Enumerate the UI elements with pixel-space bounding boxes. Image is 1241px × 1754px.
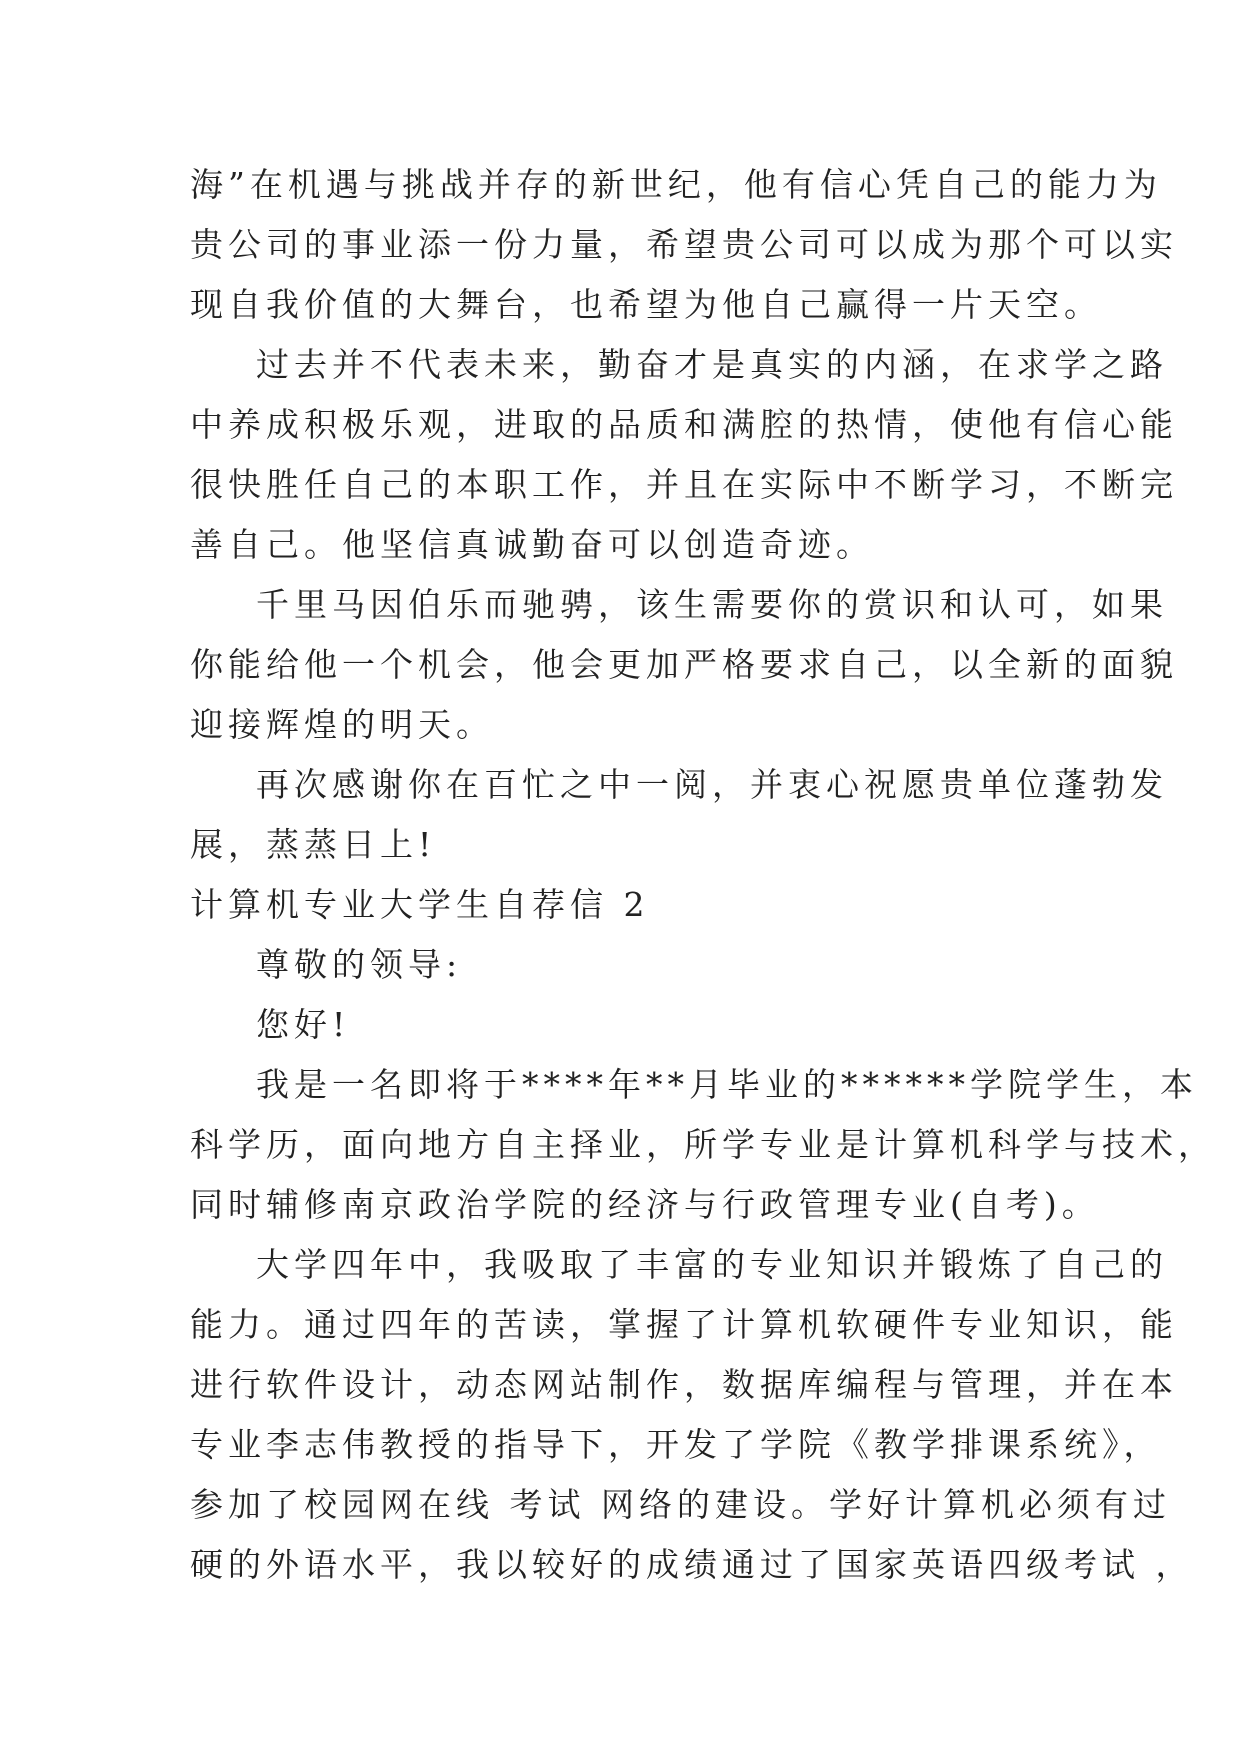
paragraph-line: 进行软件设计，动态网站制作，数据库编程与管理，并在本 bbox=[190, 1365, 1178, 1404]
paragraph-line: 你能给他一个机会，他会更加严格要求自己，以全新的面貌 bbox=[190, 645, 1178, 684]
paragraph-line: 很快胜任自己的本职工作，并且在实际中不断学习，不断完 bbox=[190, 465, 1178, 504]
paragraph-line: 参加了校园网在线 考试 网络的建设。学好计算机必须有过 bbox=[190, 1485, 1171, 1524]
paragraph-line: 善自己。他坚信真诚勤奋可以创造奇迹。 bbox=[190, 525, 874, 564]
paragraph-line: 再次感谢你在百忙之中一阅，并衷心祝愿贵单位蓬勃发 bbox=[256, 765, 1168, 804]
paragraph-line: 硬的外语水平，我以较好的成绩通过了国家英语四级考试 ， bbox=[190, 1545, 1194, 1584]
paragraph-line: 现自我价值的大舞台，也希望为他自己赢得一片天空。 bbox=[190, 285, 1102, 324]
salutation: 尊敬的领导: bbox=[256, 945, 463, 984]
paragraph-line: 同时辅修南京政治学院的经济与行政管理专业(自考)。 bbox=[190, 1185, 1100, 1224]
greeting: 您好! bbox=[256, 1005, 351, 1044]
paragraph-line: 过去并不代表未来，勤奋才是真实的内涵，在求学之路 bbox=[256, 345, 1168, 384]
paragraph-line: 迎接辉煌的明天。 bbox=[190, 705, 494, 744]
paragraph-line: 能力。通过四年的苦读，掌握了计算机软硬件专业知识，能 bbox=[190, 1305, 1178, 1344]
paragraph-line: 千里马因伯乐而驰骋，该生需要你的赏识和认可，如果 bbox=[256, 585, 1168, 624]
paragraph-line: 我是一名即将于****年**月毕业的******学院学生，本 bbox=[256, 1065, 1198, 1104]
section-heading: 计算机专业大学生自荐信 2 bbox=[190, 885, 650, 924]
paragraph-line: 科学历，面向地方自主择业，所学专业是计算机科学与技术， bbox=[190, 1125, 1216, 1164]
paragraph-line: 贵公司的事业添一份力量，希望贵公司可以成为那个可以实 bbox=[190, 225, 1178, 264]
paragraph-line: 展，蒸蒸日上! bbox=[190, 825, 437, 864]
paragraph-line: 大学四年中，我吸取了丰富的专业知识并锻炼了自己的 bbox=[256, 1245, 1168, 1284]
paragraph-line: 中养成积极乐观，进取的品质和满腔的热情，使他有信心能 bbox=[190, 405, 1178, 444]
paragraph-line: 专业李志伟教授的指导下，开发了学院《教学排课系统》， bbox=[190, 1425, 1162, 1464]
paragraph-line: 海”在机遇与挑战并存的新世纪，他有信心凭自己的能力为 bbox=[190, 165, 1162, 204]
